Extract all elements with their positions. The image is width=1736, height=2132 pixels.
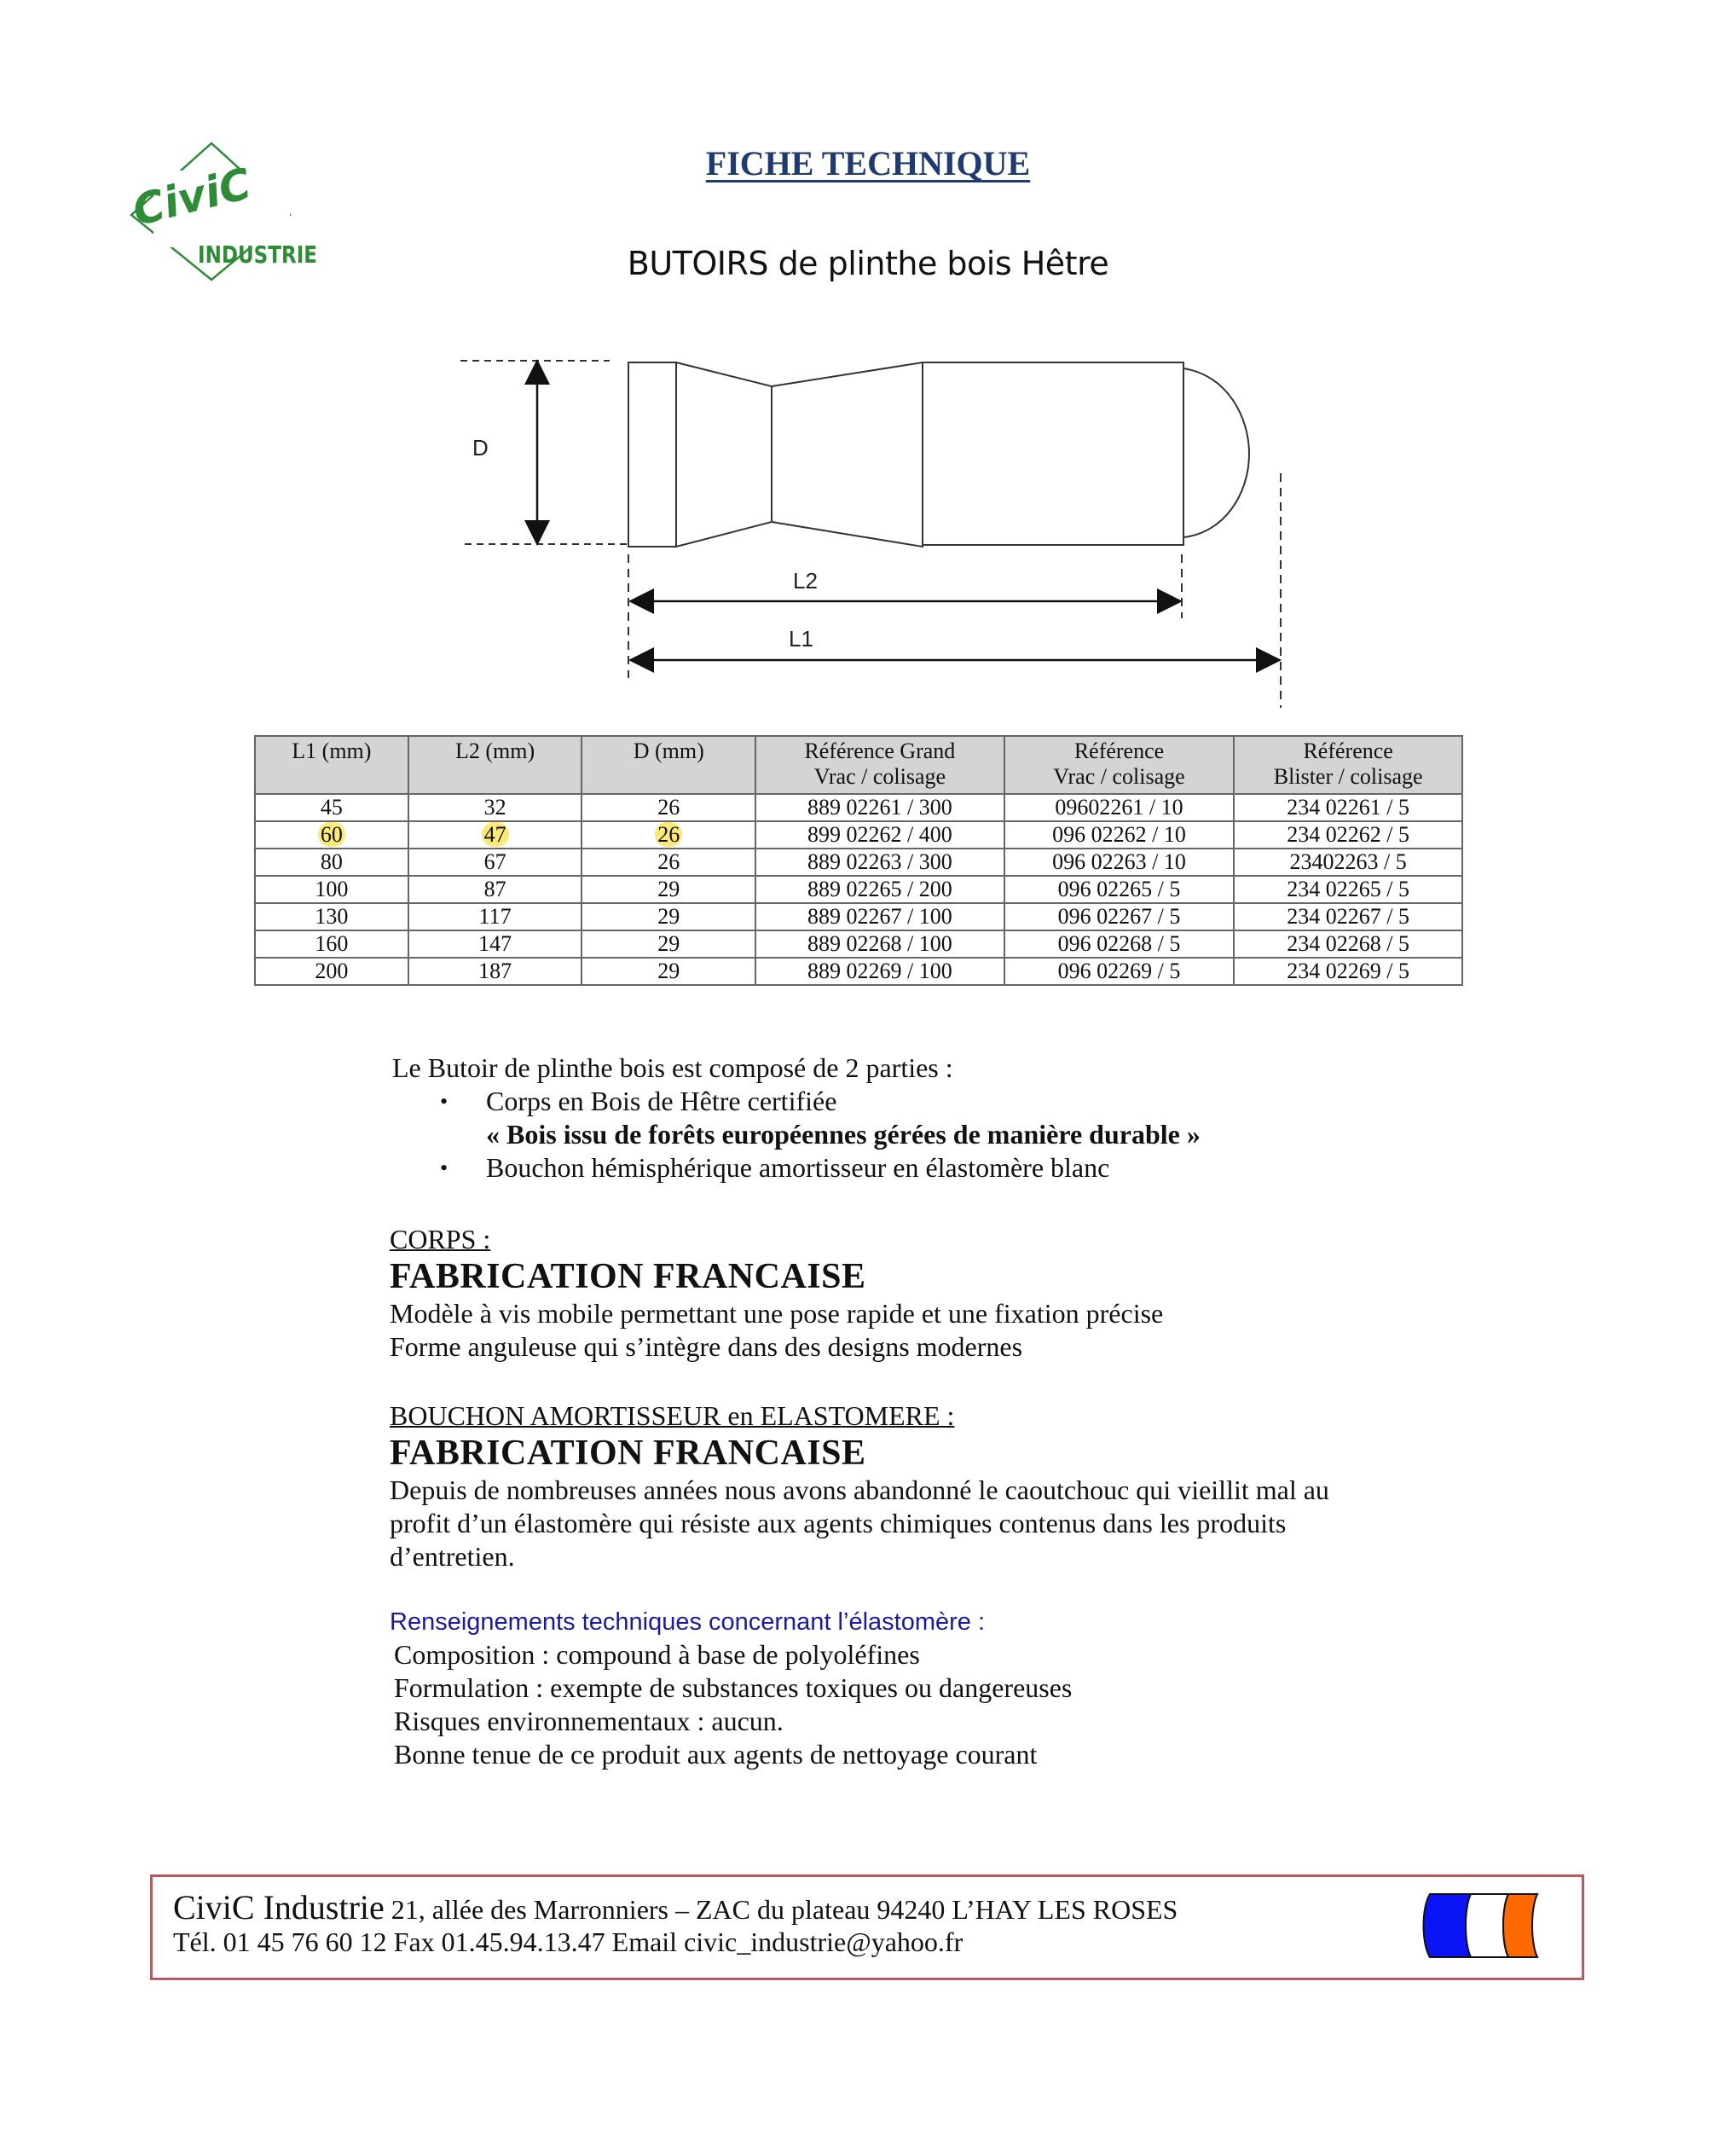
table-cell-d: 29 [582, 876, 755, 903]
butoir-cap [1183, 368, 1249, 537]
table-cell-blister: 23402263 / 5 [1234, 849, 1462, 876]
bouchon-line: profit d’un élastomère qui résiste aux agents chimiques contenus dans les produits [390, 1508, 1287, 1538]
technical-heading: Renseignements techniques concernant l’élastomère : [390, 1608, 986, 1636]
corps-line: Forme anguleuse qui s’intègre dans des designs modernes [390, 1331, 1023, 1362]
technical-line: Composition : compound à base de polyoléfines [394, 1639, 920, 1670]
table-cell-l1: 45 [255, 794, 408, 821]
table-cell-grand-vrac: 889 02269 / 100 [755, 958, 1004, 985]
specifications-table [254, 735, 1463, 986]
table-cell-l2 [408, 821, 582, 849]
table-cell-vrac: 096 02265 / 5 [1004, 876, 1235, 903]
table-header-row [255, 736, 1462, 794]
header-grand-vrac: Référence Grand Vrac / colisage [755, 736, 1004, 794]
french-flag-icon [1413, 1891, 1541, 1961]
table-cell-d [582, 821, 755, 849]
table-cell-d: 26 [582, 794, 755, 821]
dimension-diagram [452, 341, 1305, 716]
table-cell-blister: 234 02262 / 5 [1234, 821, 1462, 849]
table-cell-l2: 67 [408, 849, 582, 876]
header-d: D (mm) [582, 736, 755, 794]
table-cell-l2: 87 [408, 876, 582, 903]
table-cell-vrac: 09602261 / 10 [1004, 794, 1235, 821]
table-row [255, 903, 1462, 930]
table-cell-vrac: 096 02268 / 5 [1004, 930, 1235, 958]
table-cell-l1: 160 [255, 930, 408, 958]
table-cell-grand-vrac: 889 02261 / 300 [755, 794, 1004, 821]
corps-section [390, 1223, 1163, 1364]
flag-orange-band [1503, 1894, 1537, 1957]
table-cell-l2: 147 [408, 930, 582, 958]
flag-white-band [1466, 1894, 1508, 1957]
table-cell-grand-vrac: 889 02268 / 100 [755, 930, 1004, 958]
bullet-icon: • [440, 1156, 448, 1180]
composition-intro: Le Butoir de plinthe bois est composé de 2 parties : [392, 1052, 953, 1083]
bouchon-made-in-france: FABRICATION FRANCAISE [390, 1434, 866, 1473]
table-cell-l2: 187 [408, 958, 582, 985]
table-row [255, 821, 1462, 849]
butoir-body [923, 362, 1183, 545]
table-row [255, 930, 1462, 958]
butoir-neck-left [676, 362, 772, 547]
list-item: • Bouchon hémisphérique amortisseur en élastomère blanc [440, 1152, 1110, 1183]
table-cell-vrac: 096 02262 / 10 [1004, 821, 1235, 849]
document-title-text: FICHE TECHNIQUE [705, 144, 1031, 182]
footer-contact-box [150, 1874, 1584, 1980]
l1-label: L1 [789, 626, 813, 652]
certification-quote: « Bois issu de forêts européennes gérées de manière durable » [486, 1119, 1201, 1150]
table-cell-l2: 32 [408, 794, 582, 821]
table-row [255, 849, 1462, 876]
table-cell-l1: 80 [255, 849, 408, 876]
table-cell-vrac: 096 02267 / 5 [1004, 903, 1235, 930]
table-cell-vrac: 096 02263 / 10 [1004, 849, 1235, 876]
corps-line: Modèle à vis mobile permettant une pose rapide et une fixation précise [390, 1298, 1164, 1329]
flag-blue-band [1424, 1894, 1472, 1957]
highlighted-value: 60 [318, 822, 345, 847]
table-cell-blister: 234 02261 / 5 [1234, 794, 1462, 821]
composition-list [392, 1085, 1201, 1185]
table-cell-d: 29 [582, 903, 755, 930]
corps-made-in-france: FABRICATION FRANCAISE [390, 1257, 866, 1296]
table-row [255, 958, 1462, 985]
highlighted-value: 47 [482, 822, 509, 847]
bouchon-section [390, 1399, 1329, 1573]
logo-subtitle-text: INDUSTRIE [198, 240, 317, 269]
table-cell-blister: 234 02265 / 5 [1234, 876, 1462, 903]
table-cell-l1: 130 [255, 903, 408, 930]
diameter-label: D [472, 435, 489, 461]
footer-company-name: CiviC Industrie [173, 1888, 385, 1926]
l2-label: L2 [793, 568, 818, 594]
table-cell-vrac: 096 02269 / 5 [1004, 958, 1235, 985]
bouchon-line: d’entretien. [390, 1541, 515, 1572]
technical-line: Formulation : exempte de substances toxiques ou dangereuses [394, 1672, 1073, 1703]
technical-section [390, 1606, 1072, 1771]
logo-brand-text: CiviC [127, 159, 256, 236]
table-cell-l2: 117 [408, 903, 582, 930]
technical-line: Risques environnementaux : aucun. [394, 1706, 784, 1736]
table-cell-d: 26 [582, 849, 755, 876]
butoir-neck-right [772, 362, 923, 547]
bouchon-heading: BOUCHON AMORTISSEUR en ELASTOMERE : [390, 1400, 955, 1431]
technical-line: Bonne tenue de ce produit aux agents de nettoyage courant [394, 1739, 1038, 1770]
table-cell-l1 [255, 821, 408, 849]
footer-address-line [173, 1887, 1178, 1927]
table-cell-grand-vrac: 889 02265 / 200 [755, 876, 1004, 903]
table-cell-d: 29 [582, 958, 755, 985]
table-cell-l1: 200 [255, 958, 408, 985]
bouchon-line: Depuis de nombreuses années nous avons abandonné le caoutchouc qui vieillit mal au [390, 1474, 1329, 1505]
table-cell-grand-vrac: 899 02262 / 400 [755, 821, 1004, 849]
table-cell-blister: 234 02267 / 5 [1234, 903, 1462, 930]
table-cell-grand-vrac: 889 02267 / 100 [755, 903, 1004, 930]
header-l2: L2 (mm) [408, 736, 582, 794]
footer-address: 21, allée des Marronniers – ZAC du plateau 94240 L’HAY LES ROSES [384, 1894, 1178, 1925]
document-title [0, 143, 1736, 183]
list-item: • Corps en Bois de Hêtre certifiée « Bois issu de forêts européennes gérées de manière durable » [440, 1086, 1201, 1150]
bullet-icon: • [440, 1089, 448, 1114]
table-row [255, 794, 1462, 821]
table-row [255, 876, 1462, 903]
footer-contact-line: Tél. 01 45 76 60 12 Fax 01.45.94.13.47 Email civic_industrie@yahoo.fr [173, 1926, 963, 1957]
product-title: BUTOIRS de plinthe bois Hêtre [627, 245, 1109, 282]
table-cell-blister: 234 02268 / 5 [1234, 930, 1462, 958]
table-cell-grand-vrac: 889 02263 / 300 [755, 849, 1004, 876]
corps-heading: CORPS : [390, 1224, 491, 1254]
butoir-base [628, 362, 676, 547]
header-l1: L1 (mm) [255, 736, 408, 794]
butoir-outline [628, 362, 1249, 547]
header-blister: Référence Blister / colisage [1234, 736, 1462, 794]
header-vrac: Référence Vrac / colisage [1004, 736, 1235, 794]
table-cell-d: 29 [582, 930, 755, 958]
table-cell-l1: 100 [255, 876, 408, 903]
highlighted-value: 26 [655, 822, 682, 847]
table-cell-blister: 234 02269 / 5 [1234, 958, 1462, 985]
